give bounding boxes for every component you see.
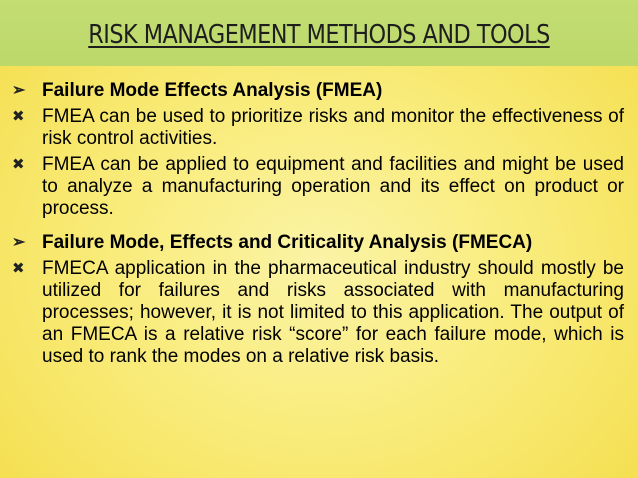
arrow-bullet-icon: ➢: [12, 82, 26, 99]
x-bullet-icon: ✖: [12, 156, 25, 173]
slide-title: RISK MANAGEMENT METHODS AND TOOLS: [88, 20, 550, 50]
bullet-text: FMEA can be used to prioritize risks and monitor the effectiveness of risk control activities.: [42, 106, 624, 149]
bullet-item: [12, 106, 624, 150]
bullet-item: [12, 258, 624, 368]
x-bullet-icon: ✖: [12, 260, 25, 277]
bullet-heading-fmeca: [12, 232, 624, 254]
bullet-item: [12, 154, 624, 220]
bullet-heading-fmea: [12, 80, 624, 102]
heading-text: Failure Mode Effects Analysis (FMEA): [42, 80, 383, 101]
arrow-bullet-icon: ➢: [12, 234, 26, 251]
x-bullet-icon: ✖: [12, 108, 25, 125]
heading-text: Failure Mode, Effects and Criticality Analysis (FMECA): [42, 232, 533, 253]
bullet-text: FMEA can be applied to equipment and facilities and might be used to analyze a manufacturing operation and its effect on product or process.: [42, 154, 624, 219]
slide-body: [12, 80, 624, 368]
bullet-text: FMECA application in the pharmaceutical industry should mostly be utilized for failures and risks associated with manufacturing processes; however, it is not limited to this application. The output of an FMECA is a relative risk “score” for each failure mode, which is used to rank the modes on a relative risk basis.: [42, 258, 624, 367]
